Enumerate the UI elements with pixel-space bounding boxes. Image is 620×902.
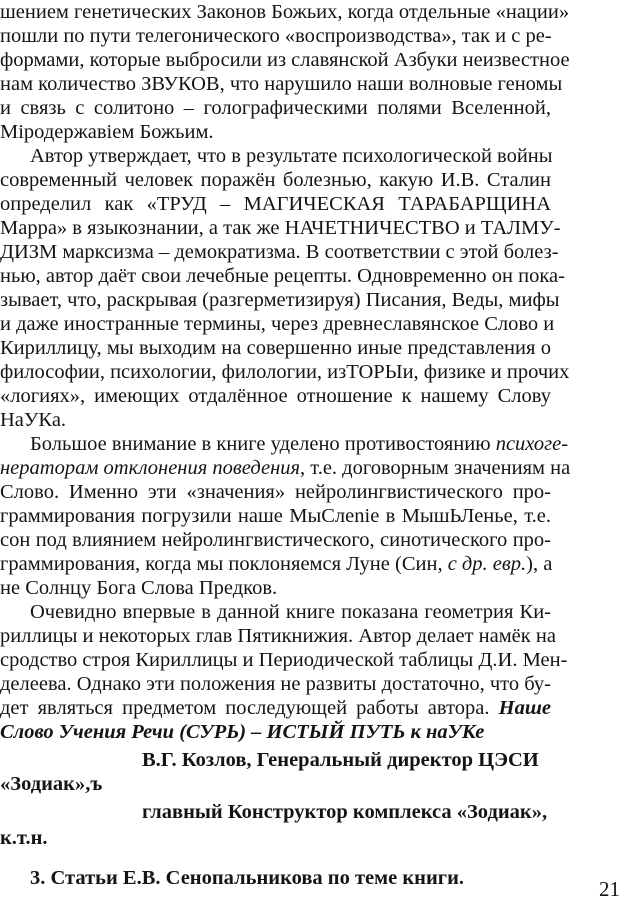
text-line: пошли по пути телегонического «воспроизводства», так и с ре- (0, 25, 552, 47)
italic-span: нераторам отклонения поведения (0, 457, 301, 479)
text-line: и даже иностранные термины, через древнеславянское Слово и (0, 313, 555, 335)
text-line (0, 552, 551, 576)
text-line: современный человек поражён болезнью, какую И.В. Сталин (0, 169, 551, 191)
signature-line: главный Конструктор комплекса «Зодиак», (142, 801, 548, 823)
text-span: Большое внимание в книге уделено противостоянию (30, 433, 496, 455)
text-line (0, 696, 551, 720)
text-line: нью, автор даёт свои лечебные рецепты. Одновременно он пока- (0, 265, 565, 287)
signature-line: «Зодиак»,ъ (0, 773, 103, 795)
text-line: зывает, что, раскрывая (разгерметизируя) Писания, Веды, мифы (0, 289, 560, 311)
text-line: Автор утверждает, что в результате психологической войны (30, 145, 553, 167)
text-line: философии, психологии, филологии, изТОРЫи, физике и прочих (0, 361, 570, 383)
text-line: не Солнцу Бога Слова Предков. (0, 577, 278, 599)
text-line: сродство строя Кириллицы и Периодической таблицы Д.И. Мен- (0, 649, 568, 671)
text-line: риллицы и некоторых глав Пятикнижия. Автор делает намёк на (0, 625, 556, 647)
italic-span: психоге- (495, 433, 569, 455)
text-line: нам количество ЗВУКОВ, что нарушило наши волновые геномы (0, 73, 563, 95)
text-line (0, 432, 569, 456)
text-line: Слово Учения Речи (СУРЬ) – ИСТЫЙ ПУТЬ к наУКе (0, 721, 485, 743)
text-line: Марра» в языкознании, а так же НАЧЕТНИЧЕСТВО и ТАЛМУ- (0, 217, 561, 239)
text-line: определил как «ТРУД – МАГИЧЕСКАЯ ТАРАБАРЩИНА (0, 193, 551, 215)
text-line: Кириллицу, мы выходим на совершенно иные представления о (0, 337, 551, 359)
text-span: ), а (526, 553, 553, 575)
signature-line: В.Г. Козлов, Генеральный директор ЦЭСИ (142, 749, 539, 771)
signature-line: к.т.н. (0, 827, 48, 849)
text-span: граммирования, когда мы поклоняемся Луне (Син, (0, 553, 448, 575)
section-heading: 3. Статьи Е.В. Сенопальникова по теме книги. (30, 867, 465, 889)
text-line: Міродержавіем Божьим. (0, 121, 214, 143)
text-span: , т.е. договорным значениям на (300, 457, 571, 479)
italic-span: с др. евр. (447, 553, 527, 575)
bold-italic-span: Наше (498, 697, 551, 719)
text-line: граммирования погрузили наше МыСлеnie в МышЬЛенье, т.е. (0, 505, 551, 527)
text-line: сон под влиянием нейролингвистического, синотического про- (0, 529, 551, 551)
text-line: ДИЗМ марксизма – демократизма. В соответствии с этой болез- (0, 241, 559, 263)
text-line: шением генетических Законов Божьих, когда отдельные «нации» (0, 1, 570, 23)
text-span: дет являться предметом последующей работы автора. (0, 697, 499, 719)
text-line: «логиях», имеющих отдалённое отношение к нашему Слову (0, 385, 551, 407)
text-line: и связь с солитоно – голографическими полями Вселенной, (0, 97, 551, 119)
text-line (0, 456, 571, 480)
text-line: Слово. Именно эти «значения» нейролингвистического про- (0, 481, 551, 503)
text-line: НаУКа. (0, 409, 67, 431)
text-line: Очевидно впервые в данной книге показана геометрия Ки- (30, 601, 551, 623)
page-number: 21 (599, 877, 620, 901)
text-line: формами, которые выбросили из славянской Азбуки неизвестное (0, 49, 570, 71)
text-line: делеева. Однако эти положения не развиты достаточно, что бу- (0, 673, 551, 695)
